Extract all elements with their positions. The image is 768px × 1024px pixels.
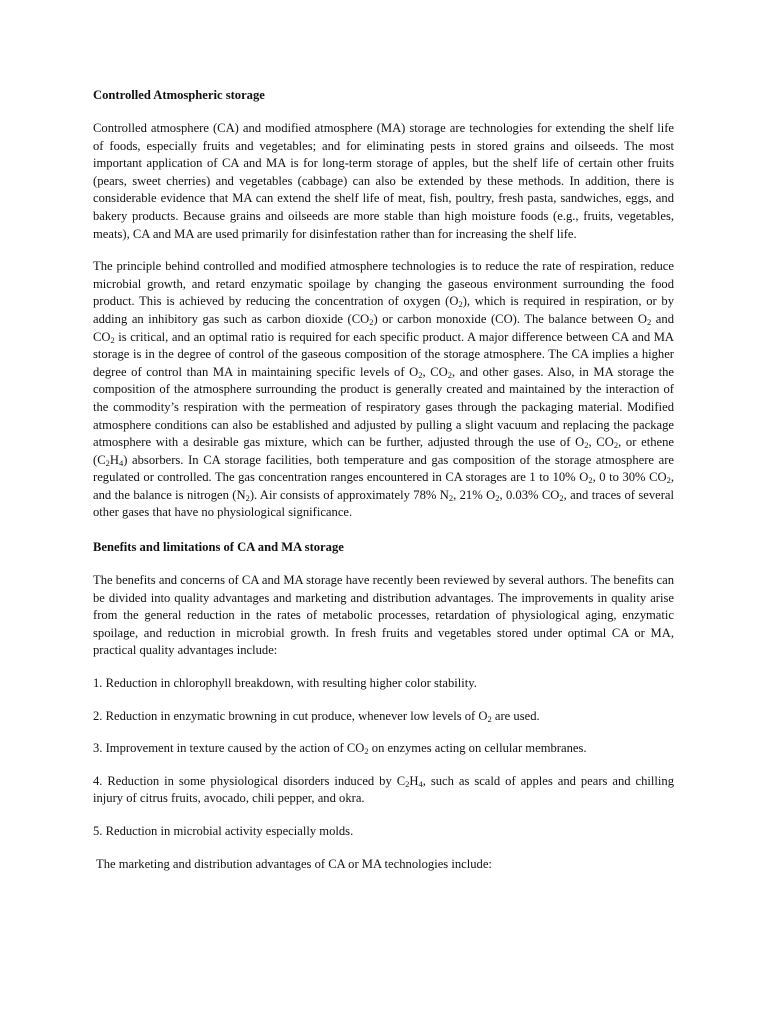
subscript: 2: [364, 746, 369, 757]
subscript: 2: [369, 316, 374, 327]
subscript: 2: [105, 457, 110, 468]
text-run: 3. Improvement in texture caused by the action of CO: [93, 741, 365, 756]
subscript: 2: [647, 316, 652, 327]
text-run: , such as scald of apples and pears and chilling injury of citrus fruits, avocado, chili pepper, and okra.: [93, 773, 675, 806]
subscript: 2: [418, 369, 423, 380]
text-run: , or ethene (C: [93, 435, 674, 467]
text-run: , and traces of several other gases that have no physiological significance.: [93, 487, 674, 520]
list-item: [93, 740, 674, 758]
subscript: 2: [448, 492, 454, 503]
subscript: 2: [613, 440, 619, 451]
text-run: ), which is required in respiration, or by adding an inhibitory gas such as carbon dioxide (CO: [93, 294, 674, 326]
list-item: 1. Reduction in chlorophyll breakdown, with resulting higher color stability.: [93, 676, 477, 691]
text-run: is critical, and an optimal ratio is required for each specific product. A major difference between CA and MA storage is in the degree of control of the gaseous composition of the storage atmosphere. The CA implies a higher degree of control than MA in maintaining specific levels of O: [93, 329, 674, 379]
text-run: ) or carbon monoxide (CO). The balance between O: [373, 311, 648, 326]
text-run: ) absorbers. In CA storage facilities, both temperature and gas composition of the storage atmosphere are regulated or controlled. The gas concentration ranges encountered in CA storages are 1 to 10% O: [93, 452, 674, 485]
text-run: , CO: [422, 364, 448, 379]
text-run: , 0.03% CO: [499, 487, 560, 502]
text-run: and CO: [93, 311, 674, 344]
subscript: 4: [118, 457, 124, 468]
paragraph-introduction: Controlled atmosphere (CA) and modified atmosphere (MA) storage are technologies for extending the shelf life of foods, especially fruits and vegetables; and for eliminating pests in stored grains and oilseeds. The most important application of CA and MA is for long-term storage of apples, but the shelf life of certain other fruits (pears, sweet cherries) and vegetables (cabbage) can also be extended by these methods. In addition, there is considerable evidence that MA can extend the shelf life of meat, fish, poultry, fresh pasta, sandwiches, eggs, and bakery products. Because grains and oilseeds are more stable than high moisture foods (e.g., fruits, vegetables, meats), CA and MA are used primarily for disinfestation rather than for increasing the shelf life.: [93, 121, 674, 241]
text-run: , 0 to 30% CO: [592, 470, 667, 485]
text-run: , and other gases. Also, in MA storage the composition of the atmosphere surrounding the product is generally created and maintained by the interaction of the commodity’s respiration with the permeation of respiratory gases through the packaging material. Modified atmosphere conditions can also be established and adjusted by pulling a slight vacuum and replacing the package atmosphere with a desirable gas mixture, which can be further, adjusted through the use of O: [93, 364, 675, 450]
subscript: 2: [447, 369, 453, 380]
text-run: H: [109, 452, 119, 467]
text-run: ). Air consists of approximately 78% N: [249, 487, 449, 502]
subscript: 2: [559, 492, 564, 503]
text-run: The principle behind controlled and modified atmosphere technologies is to reduce the rate of respiration, reduce microbial growth, and retard enzymatic spoilage by changing the gaseous environment surrounding the food product. This is achieved by reducing the concentration of oxygen (O: [93, 259, 674, 309]
subscript: 2: [405, 778, 410, 789]
subscript: 4: [418, 778, 423, 789]
subscript: 2: [245, 492, 250, 503]
text-run: are used.: [491, 708, 540, 723]
subscript: 2: [495, 492, 500, 503]
paragraph-benefits: The benefits and concerns of CA and MA storage have recently been reviewed by several authors. The benefits can be divided into quality advantages and marketing and distribution advantages. The improvements in quality arise from the general reduction in the rates of metabolic processes, retardation of physiological aging, enzymatic spoilage, and reduction in microbial growth. In fresh fruits and vegetables stored under optimal CA or MA, practical quality advantages include:: [93, 573, 674, 658]
paragraph-marketing-advantages: The marketing and distribution advantages of CA or MA technologies include:: [96, 856, 492, 871]
text-run: H: [409, 773, 419, 788]
text-run: on enzymes acting on cellular membranes.: [368, 741, 587, 756]
paragraph-principle: [93, 258, 674, 522]
list-item: [93, 708, 674, 726]
subscript: 2: [666, 475, 671, 486]
subscript: 2: [487, 713, 492, 724]
text-run: 4. Reduction in some physiological disorders induced by C: [93, 773, 406, 788]
subscript: 2: [584, 440, 589, 451]
subscript: 2: [110, 334, 115, 345]
list-item: [93, 773, 674, 808]
list-item: 5. Reduction in microbial activity especially molds.: [93, 824, 354, 838]
section-heading-controlled-atmospheric-storage: Controlled Atmospheric storage: [93, 88, 265, 102]
subscript: 2: [588, 475, 593, 486]
text-run: , and the balance is nitrogen (N: [93, 470, 674, 502]
subscript: 2: [458, 299, 463, 310]
text-run: , CO: [588, 435, 614, 450]
text-run: 2. Reduction in enzymatic browning in cut produce, whenever low levels of O: [93, 708, 488, 723]
section-heading-benefits-limitations: Benefits and limitations of CA and MA storage: [93, 540, 344, 555]
text-run: , 21% O: [453, 487, 496, 502]
